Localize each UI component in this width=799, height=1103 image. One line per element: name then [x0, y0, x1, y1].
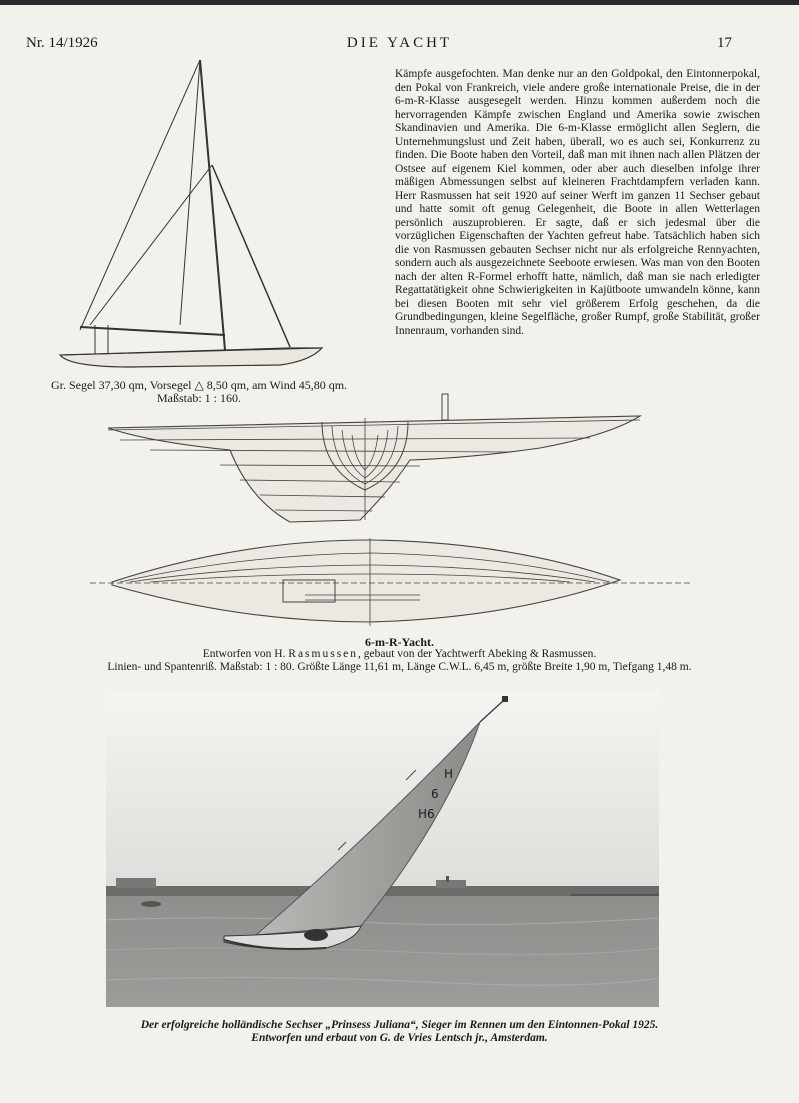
photo-caption-line2: Entworfen und erbaut von G. de Vries Lentsch jr., Amsterdam. — [251, 1032, 548, 1044]
page-number: 17 — [717, 35, 732, 51]
lines-plan-designer — [0, 648, 799, 660]
designer-suffix: , gebaut von der Yachtwerft Abeking & Rasmussen. — [358, 648, 597, 660]
sail-mark-6: 6 — [431, 787, 439, 801]
designer-name: Rasmussen — [288, 648, 359, 660]
lines-plan-drawing — [90, 390, 710, 630]
issue-number: Nr. 14/1926 — [26, 35, 98, 51]
sail-plan-drawing — [50, 55, 350, 375]
yacht-photograph — [106, 690, 659, 1007]
sail-mark-h: H — [444, 767, 454, 781]
magazine-title: DIE YACHT — [346, 35, 453, 51]
top-edge-bar — [0, 0, 799, 5]
lines-plan-title: 6-m-R-Yacht. — [365, 635, 434, 649]
sail-scale-line: Maßstab: 1 : 160. — [157, 391, 241, 405]
sail-mark-h6: H6 — [418, 807, 435, 821]
lines-plan-specs: Linien- und Spantenriß. Maßstab: 1 : 80. Größte Länge 11,61 m, Länge C.W.L. 6,45 m, größte Breite 1,90 m, Tiefgang 1,48 m. — [107, 661, 692, 673]
article-paragraph: Kämpfe ausgefochten. Man denke nur an den Goldpokal, den Eintonnerpokal, den Pokal von Frankreich, viele andere große internationale Preise, die in der 6-m-R-Klasse ausgesegelt werden. Hinzu kommen außerdem noch die hervorragenden Kämpfe zwischen England und Amerika sowie zwischen Skandinavien und Amerika. Die 6-m-Klasse ermöglicht allen Seglern, die Unternehmungslust und Zeit haben, überall, wo es auch sei, Konkurrenz zu finden. Die Boote haben den Vorteil, daß man mit ihnen nach allen Plätzen der Ostsee auf eigenem Kiel kommen, oder aber auch dieselben infolge ihrer mäßigen Abmessungen selbst auf kleineren Frachtdampfern verladen kann. Herr Rasmussen hat seit 1920 auf seiner Werft im ganzen 11 Sechser gebaut und hatte somit oft genug Gelegenheit, die Boote in allen Wetterlagen persönlich auszuprobieren. Er sagte, daß er sich jedesmal über die vorzüglichen Eigenschaften der Yachten gefreut habe. Tatsächlich haben sich die von Rasmussen gebauten Sechser nicht nur als erfolgreiche Rennyachten, sondern auch als ausgezeichnete Seeboote erwiesen. Was man von den Booten nach der alten R-Formel erhofft hatte, nämlich, daß man sie nach erledigter Regattatätigkeit ohne Schwierigkeiten in Kajütboote umwandeln könne, kann bei diesen Booten mit sehr viel größerem Erfolg geschehen, da die Grundbedingungen, kleine Segelfläche, großer Rumpf, große Stabilität, großer Innenraum, vorhanden sind. — [395, 68, 760, 337]
photo-caption-line1: Der erfolgreiche holländische Sechser „Prinsess Juliana“, Sieger im Rennen um den Eintonnen-Pokal 1925. — [140, 1019, 659, 1031]
sail-area-line: Gr. Segel 37,30 qm, Vorsegel △ 8,50 qm, am Wind 45,80 qm. — [50, 378, 348, 392]
article-text-column — [395, 68, 760, 338]
designer-prefix: Entworfen von H. — [202, 648, 286, 660]
